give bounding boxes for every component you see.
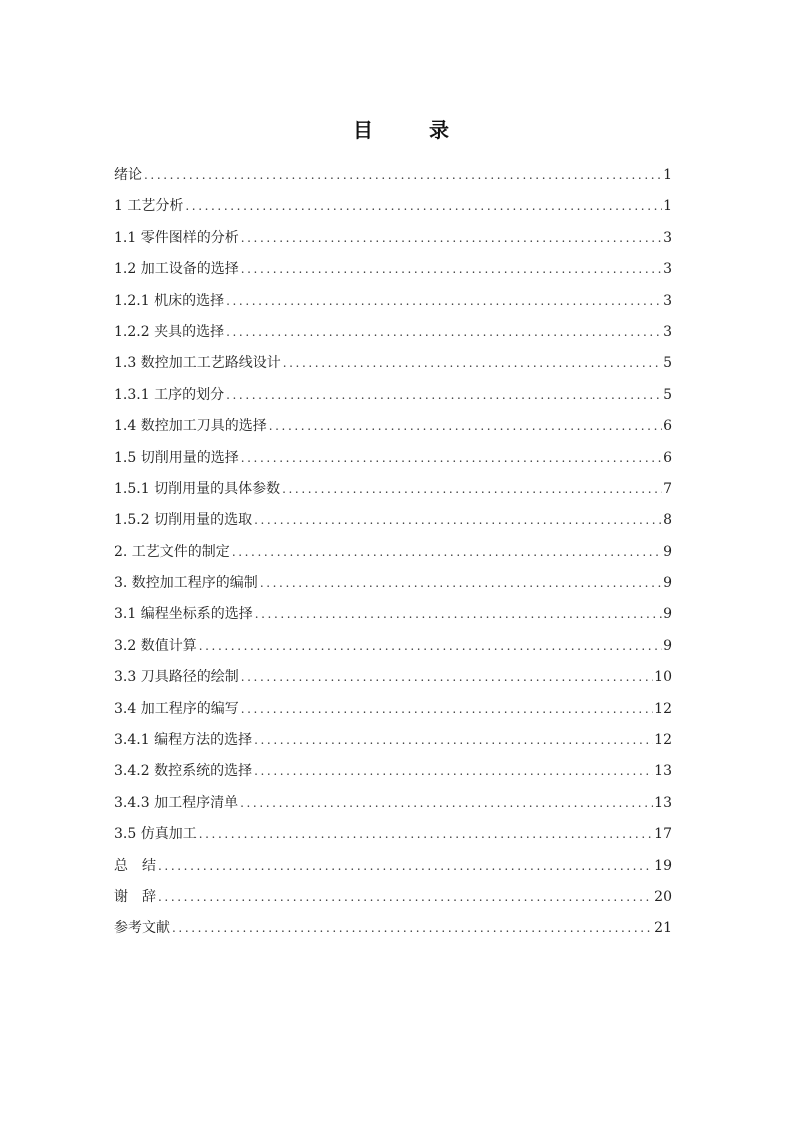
dot-leader xyxy=(158,885,653,909)
toc-entry[interactable] xyxy=(114,446,672,477)
toc-entry-label: 参考文献 xyxy=(114,916,172,940)
toc-entry-page: 12 xyxy=(654,700,672,717)
dot-leader xyxy=(226,320,662,344)
toc-entry-label: 1.3.1 工序的划分 xyxy=(114,383,226,407)
toc-entry[interactable] xyxy=(114,289,672,320)
toc-entry-page: 8 xyxy=(663,512,672,529)
toc-entry[interactable] xyxy=(114,854,672,885)
toc-entry[interactable] xyxy=(114,414,672,445)
dot-leader xyxy=(172,916,653,940)
toc-entry-label: 1.3 数控加工工艺路线设计 xyxy=(114,351,283,375)
toc-entry-page: 9 xyxy=(663,543,672,560)
toc-entry[interactable] xyxy=(114,602,672,633)
dot-leader xyxy=(254,728,653,752)
dot-leader xyxy=(232,540,662,564)
toc-entry[interactable] xyxy=(114,320,672,351)
toc-entry-label: 3.2 数值计算 xyxy=(114,634,199,658)
toc-entry[interactable] xyxy=(114,571,672,602)
dot-leader xyxy=(254,508,662,532)
toc-entry-page: 21 xyxy=(654,920,672,937)
dot-leader xyxy=(241,697,653,721)
toc-entry-page: 6 xyxy=(663,418,672,435)
toc-entry-label: 1.5 切削用量的选择 xyxy=(114,446,241,470)
toc-entry[interactable] xyxy=(114,759,672,790)
toc-entry-page: 1 xyxy=(663,198,672,215)
dot-leader xyxy=(241,446,662,470)
toc-entry-page: 12 xyxy=(654,732,672,749)
toc-entry[interactable] xyxy=(114,634,672,665)
toc-entry[interactable] xyxy=(114,791,672,822)
toc-entry[interactable] xyxy=(114,885,672,916)
dot-leader xyxy=(283,351,662,375)
dot-leader xyxy=(260,571,662,595)
dot-leader xyxy=(158,854,653,878)
toc-entry[interactable] xyxy=(114,194,672,225)
toc-entry-label: 1.1 零件图样的分析 xyxy=(114,226,241,250)
toc-entry-page: 5 xyxy=(663,355,672,372)
toc-entry-label: 3. 数控加工程序的编制 xyxy=(114,571,260,595)
toc-entry-page: 13 xyxy=(654,763,672,780)
toc-entry-label: 3.4 加工程序的编写 xyxy=(114,697,241,721)
dot-leader xyxy=(240,791,653,815)
toc-entry-page: 6 xyxy=(663,449,672,466)
toc-entry-label: 3.3 刀具路径的绘制 xyxy=(114,665,241,689)
toc-entry-label: 1.2 加工设备的选择 xyxy=(114,257,241,281)
toc-entry-page: 9 xyxy=(663,575,672,592)
toc-title: 目 录 xyxy=(353,118,467,142)
dot-leader xyxy=(241,226,662,250)
toc-entry-label: 1.2.1 机床的选择 xyxy=(114,289,226,313)
toc-entry-label: 绪论 xyxy=(114,163,144,187)
toc-entry-page: 19 xyxy=(654,857,672,874)
dot-leader xyxy=(226,383,662,407)
dot-leader xyxy=(254,759,653,783)
toc-entry-page: 7 xyxy=(663,480,672,497)
toc-entry[interactable] xyxy=(114,508,672,539)
dot-leader xyxy=(269,414,662,438)
dot-leader xyxy=(255,602,662,626)
toc-entry[interactable] xyxy=(114,477,672,508)
toc-entry-label: 3.5 仿真加工 xyxy=(114,822,199,846)
toc-entry-label: 3.1 编程坐标系的选择 xyxy=(114,602,255,626)
toc-entry-page: 5 xyxy=(663,386,672,403)
toc-entry-page: 13 xyxy=(654,794,672,811)
toc-entry[interactable] xyxy=(114,665,672,696)
toc-entry-page: 20 xyxy=(654,888,672,905)
toc-entry-label: 3.4.2 数控系统的选择 xyxy=(114,759,254,783)
toc-entry-page: 10 xyxy=(654,669,672,686)
toc-entry-page: 1 xyxy=(663,167,672,183)
toc-entry-label: 1.4 数控加工刀具的选择 xyxy=(114,414,269,438)
toc-entry-label: 2. 工艺文件的制定 xyxy=(114,540,232,564)
toc-entry-label: 3.4.3 加工程序清单 xyxy=(114,791,240,815)
toc-entry[interactable] xyxy=(114,822,672,853)
toc-entry-label: 谢 辞 xyxy=(114,885,158,909)
dot-leader xyxy=(241,665,653,689)
toc-entry[interactable] xyxy=(114,540,672,571)
toc-entry[interactable] xyxy=(114,697,672,728)
dot-leader xyxy=(199,822,653,846)
dot-leader xyxy=(226,289,662,313)
toc-entry[interactable] xyxy=(114,226,672,257)
dot-leader xyxy=(144,163,662,187)
toc-entry-label: 3.4.1 编程方法的选择 xyxy=(114,728,254,752)
dot-leader xyxy=(282,477,662,501)
toc-entry[interactable] xyxy=(114,383,672,414)
dot-leader xyxy=(185,194,662,218)
table-of-contents xyxy=(114,163,672,948)
toc-entry-label: 1.5.2 切削用量的选取 xyxy=(114,508,254,532)
toc-entry-page: 3 xyxy=(663,261,672,278)
dot-leader xyxy=(199,634,662,658)
toc-entry-page: 17 xyxy=(654,826,672,843)
toc-entry-label: 1.5.1 切削用量的具体参数 xyxy=(114,477,282,501)
toc-entry-page: 3 xyxy=(663,292,672,309)
toc-entry-label: 1.2.2 夹具的选择 xyxy=(114,320,226,344)
toc-entry-page: 3 xyxy=(663,229,672,246)
toc-entry-page: 3 xyxy=(663,323,672,340)
toc-entry-label: 1 工艺分析 xyxy=(114,194,185,218)
toc-entry[interactable] xyxy=(114,163,672,194)
toc-entry-page: 9 xyxy=(663,637,672,654)
toc-entry[interactable] xyxy=(114,916,672,947)
toc-entry-page: 9 xyxy=(663,606,672,623)
dot-leader xyxy=(241,257,662,281)
toc-entry[interactable] xyxy=(114,257,672,288)
toc-entry[interactable] xyxy=(114,728,672,759)
toc-entry-label: 总 结 xyxy=(114,854,158,878)
toc-entry[interactable] xyxy=(114,351,672,382)
